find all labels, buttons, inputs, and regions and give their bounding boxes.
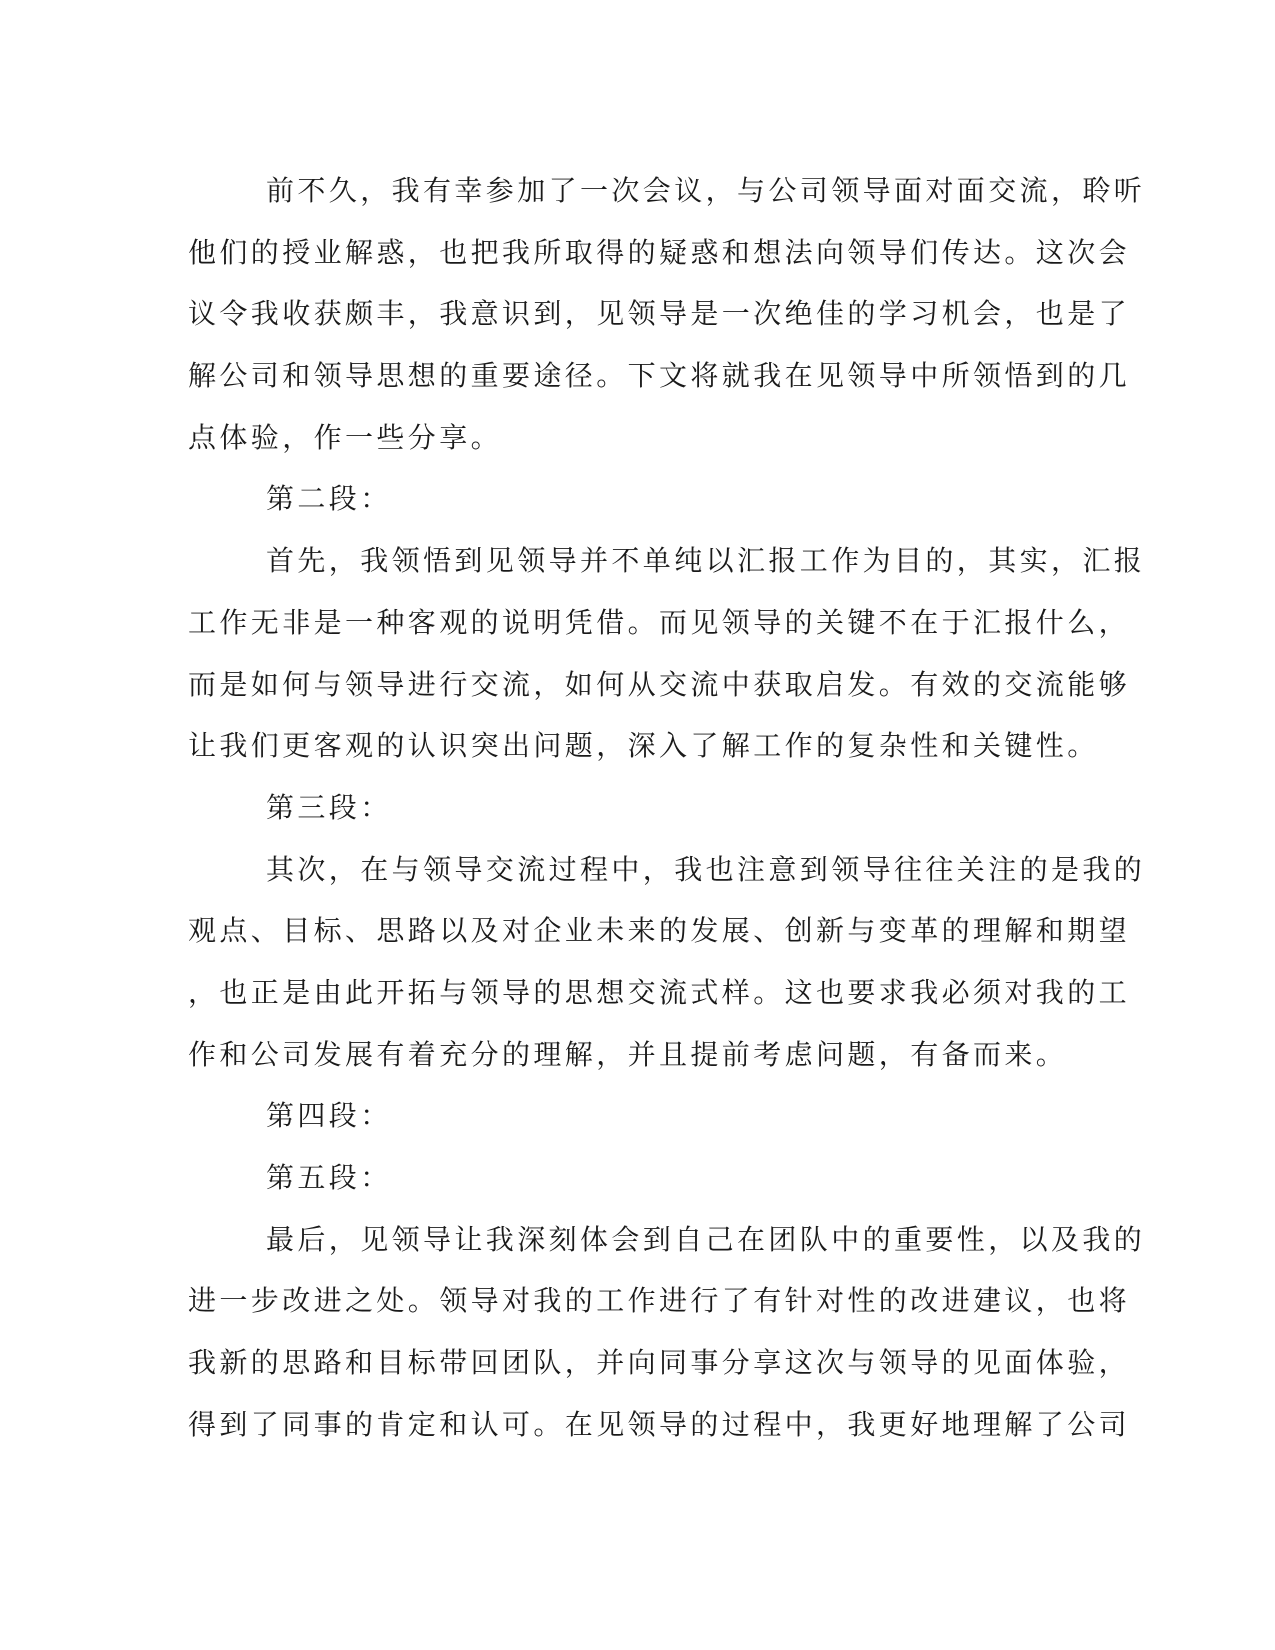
text-line: 我新的思路和目标带回团队，并向同事分享这次与领导的见面体验， xyxy=(188,1346,1131,1380)
text-line: 工作无非是一种客观的说明凭借。而见领导的关键不在于汇报什么， xyxy=(188,605,1131,639)
text-line: 其次，在与领导交流过程中，我也注意到领导往往关注的是我的 xyxy=(266,852,1146,886)
section-heading: 第二段： xyxy=(266,482,392,516)
text-line: 观点、目标、思路以及对企业未来的发展、创新与变革的理解和期望 xyxy=(188,914,1131,948)
text-line: ，也正是由此开拓与领导的思想交流式样。这也要求我必须对我的工 xyxy=(188,975,1131,1009)
text-line: 得到了同事的肯定和认可。在见领导的过程中，我更好地理解了公司 xyxy=(188,1407,1131,1441)
section-heading: 第三段： xyxy=(266,790,392,824)
text-line: 作和公司发展有着充分的理解，并且提前考虑问题，有备而来。 xyxy=(188,1037,1068,1071)
text-line: 前不久，我有幸参加了一次会议，与公司领导面对面交流，聆听 xyxy=(266,174,1146,207)
text-line: 进一步改进之处。领导对我的工作进行了有针对性的改进建议，也将 xyxy=(188,1284,1131,1318)
text-line: 解公司和领导思想的重要途径。下文将就我在见领导中所领悟到的几 xyxy=(188,359,1131,393)
text-line: 最后，见领导让我深刻体会到自己在团队中的重要性，以及我的 xyxy=(266,1222,1146,1256)
text-line: 让我们更客观的认识突出问题，深入了解工作的复杂性和关键性。 xyxy=(188,729,1099,763)
text-line: 他们的授业解惑，也把我所取得的疑惑和想法向领导们传达。这次会 xyxy=(188,235,1131,269)
document-body xyxy=(188,160,1146,1455)
text-line: 点体验，作一些分享。 xyxy=(188,420,503,454)
text-line: 而是如何与领导进行交流，如何从交流中获取启发。有效的交流能够 xyxy=(188,667,1131,701)
text-line: 首先，我领悟到见领导并不单纯以汇报工作为目的，其实，汇报 xyxy=(266,544,1146,578)
section-heading: 第四段： xyxy=(266,1099,392,1133)
text-line: 议令我收获颇丰，我意识到，见领导是一次绝佳的学习机会，也是了 xyxy=(188,297,1131,331)
section-heading: 第五段： xyxy=(266,1161,392,1194)
